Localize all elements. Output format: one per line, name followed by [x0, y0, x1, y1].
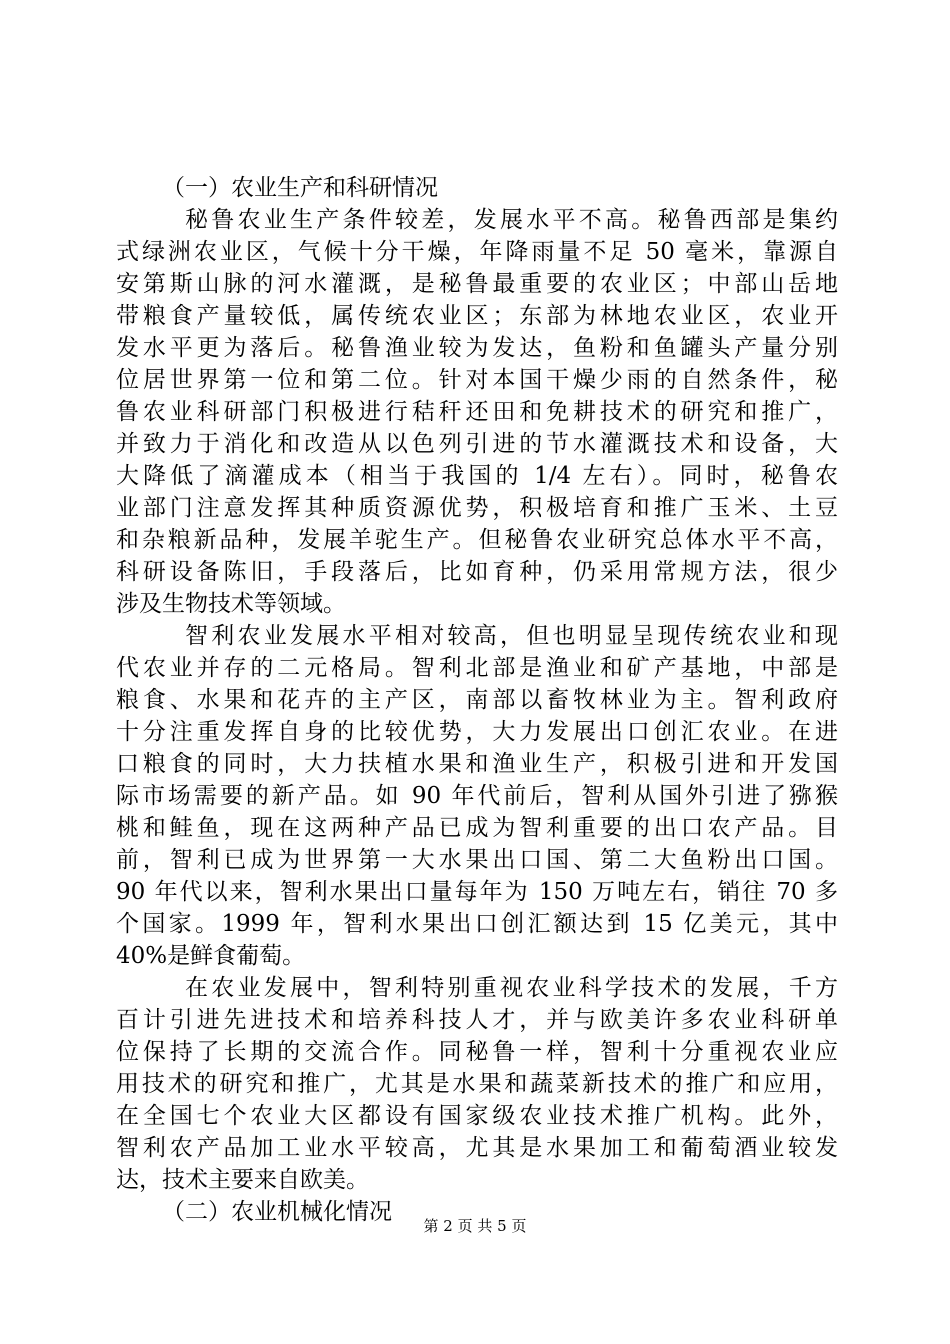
- text-line: 式绿洲农业区，气候十分干燥，年降雨量不足 50 毫米，靠源自: [116, 239, 838, 265]
- text-line: 达，技术主要来自欧美。: [116, 1167, 369, 1193]
- text-line: 业部门注意发挥其种质资源优势，积极培育和推广玉米、土豆: [116, 495, 838, 521]
- section-heading-1: （一）农业生产和科研情况: [162, 175, 438, 201]
- text-line: 口粮食的同时，大力扶植水果和渔业生产，积极引进和开发国: [116, 751, 838, 777]
- text-line: 粮食、水果和花卉的主产区，南部以畜牧林业为主。智利政府: [116, 687, 838, 713]
- text-line: 在全国七个农业大区都设有国家级农业技术推广机构。此外，: [116, 1103, 838, 1129]
- paragraph-peru: [116, 204, 838, 620]
- text-line: 安第斯山脉的河水灌溉，是秘鲁最重要的农业区；中部山岳地: [116, 271, 838, 297]
- text-line: 百计引进先进技术和培养科技人才，并与欧美许多农业科研单: [116, 1007, 838, 1033]
- text-line: 40%是鲜食葡萄。: [116, 943, 306, 969]
- text-line: 际市场需要的新产品。如 90 年代前后，智利从国外引进了猕猴: [116, 783, 838, 809]
- text-line: 前，智利已成为世界第一大水果出口国、第二大鱼粉出口国。: [116, 847, 838, 873]
- text-line: 和杂粮新品种，发展羊驼生产。但秘鲁农业研究总体水平不高，: [116, 527, 838, 553]
- text-line: 十分注重发挥自身的比较优势，大力发展出口创汇农业。在进: [116, 719, 838, 745]
- text-line: 带粮食产量较低，属传统农业区；东部为林地农业区，农业开: [116, 303, 838, 329]
- text-line: 鲁农业科研部门积极进行秸秆还田和免耕技术的研究和推广，: [116, 399, 838, 425]
- text-line: 并致力于消化和改造从以色列引进的节水灌溉技术和设备，大: [116, 431, 838, 457]
- text-line: 发水平更为落后。秘鲁渔业较为发达，鱼粉和鱼罐头产量分别: [116, 335, 838, 361]
- text-line: 位居世界第一位和第二位。针对本国干燥少雨的自然条件，秘: [116, 367, 838, 393]
- text-line: 代农业并存的二元格局。智利北部是渔业和矿产基地，中部是: [116, 655, 838, 681]
- text-line: 90 年代以来，智利水果出口量每年为 150 万吨左右，销往 70 多: [116, 879, 838, 905]
- text-line: 科研设备陈旧，手段落后，比如育种，仍采用常规方法，很少: [116, 559, 838, 585]
- text-line: 秘鲁农业生产条件较差，发展水平不高。秘鲁西部是集约: [185, 207, 838, 233]
- section-heading-2: （二）农业机械化情况: [162, 1199, 392, 1225]
- text-line: 个国家。1999 年，智利水果出口创汇额达到 15 亿美元，其中: [116, 911, 838, 937]
- text-line: 智利农产品加工业水平较高，尤其是水果加工和葡萄酒业较发: [116, 1135, 838, 1161]
- text-line: 大降低了滴灌成本（相当于我国的 1/4 左右）。同时，秘鲁农: [116, 463, 838, 489]
- page-footer: 第 2 页 共 5 页: [423, 1217, 527, 1235]
- document-body: [116, 172, 838, 1228]
- text-line: 桃和鲑鱼，现在这两种产品已成为智利重要的出口农产品。目: [116, 815, 838, 841]
- text-line: 用技术的研究和推广，尤其是水果和蔬菜新技术的推广和应用，: [116, 1071, 838, 1097]
- paragraph-chile-technology: [116, 972, 838, 1196]
- paragraph-chile: [116, 620, 838, 972]
- text-line: 涉及生物技术等领域。: [116, 591, 346, 617]
- text-line: 智利农业发展水平相对较高，但也明显呈现传统农业和现: [185, 623, 838, 649]
- text-line: 位保持了长期的交流合作。同秘鲁一样，智利十分重视农业应: [116, 1039, 838, 1065]
- text-line: 在农业发展中，智利特别重视农业科学技术的发展，千方: [185, 975, 838, 1001]
